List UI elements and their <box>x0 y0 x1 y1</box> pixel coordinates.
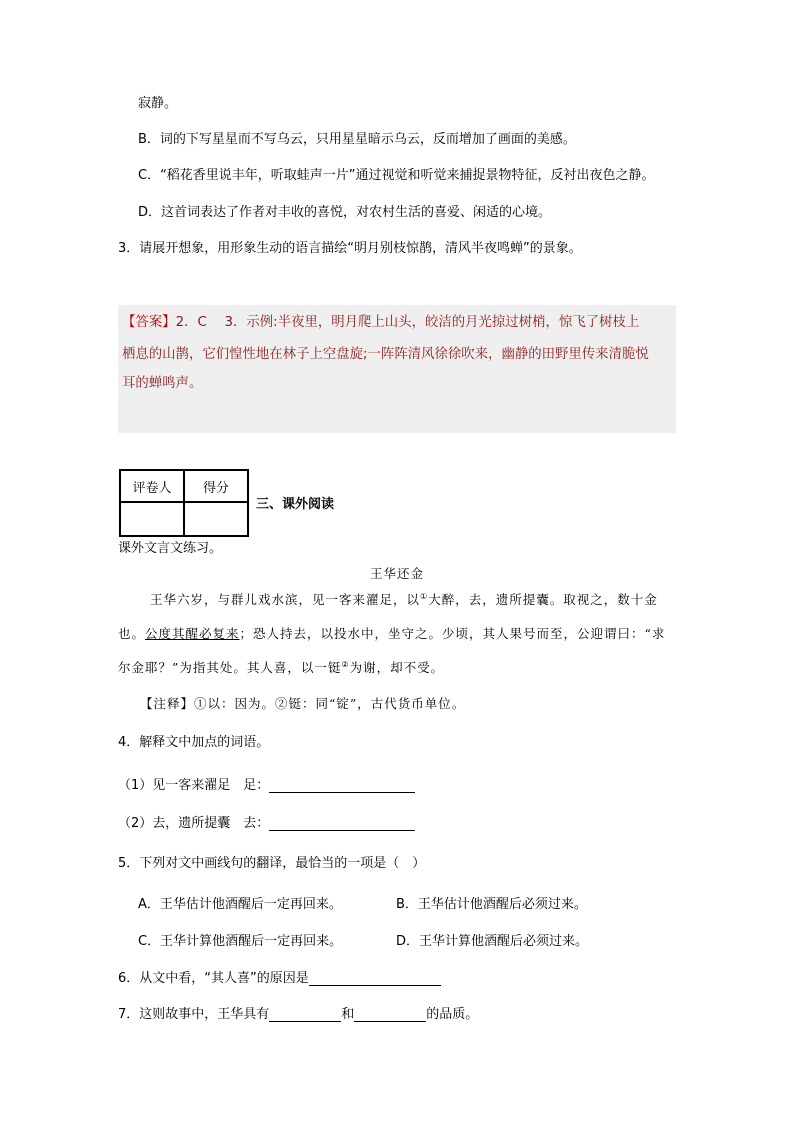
question-4-stem: 4．解释文中加点的词语。 <box>118 735 270 750</box>
q5-option-c[interactable]: C．王华计算他酒醒后一定再回来。 <box>138 934 343 949</box>
question-5-stem: 5．下列对文中画线句的翻译，最恰当的一项是（ ） <box>118 856 426 871</box>
q5-option-b[interactable]: B．王华估计他酒醒后必须过来。 <box>396 897 587 912</box>
q4-item2-text: （2）去，遗所提囊 去： <box>118 816 270 831</box>
grader-header: 评卷人 <box>120 470 184 502</box>
q2-option-a-tail: 寂静。 <box>138 96 178 111</box>
article-paragraph-3 <box>118 658 444 676</box>
q4-item1-blank[interactable] <box>269 778 415 793</box>
answer-line-3: 耳的蝉鸣声。 <box>122 376 203 391</box>
article-p1-a: 王华六岁，与群儿戏水滨，见一客来濯足，以 <box>150 592 421 607</box>
q6-text: 6．从文中看，“其人喜”的原因是 <box>118 971 309 986</box>
score-header: 得分 <box>184 470 248 502</box>
q7-post: 的品质。 <box>426 1007 479 1022</box>
q7-blank-2[interactable] <box>354 1007 426 1022</box>
answer-tag: 【答案】 <box>122 315 176 330</box>
q5-option-d[interactable]: D．王华计算他酒醒后必须过来。 <box>396 934 589 949</box>
question-7 <box>118 1003 478 1022</box>
score-table <box>119 469 249 537</box>
article-paragraph-2 <box>118 624 665 642</box>
note-mark-2: ② <box>341 659 350 669</box>
note-mark-1: ① <box>420 591 429 601</box>
question-4-item-1 <box>118 774 415 793</box>
answer-box <box>118 305 676 433</box>
question-3: 3．请展开想象，用形象生动的语言描绘“明月别枝惊鹊，清风半夜鸣蝉”的景象。 <box>118 241 582 256</box>
q4-item1-text: （1）见一客来濯足 足： <box>118 778 270 793</box>
article-p1-b: 大醉，去，遗所提囊。取视之，数十金 <box>428 592 658 607</box>
q5-option-a[interactable]: A．王华估计他酒醒后一定再回来。 <box>138 897 342 912</box>
question-4-item-2 <box>118 812 415 831</box>
answer-line-2: 栖息的山鹊，它们惶性地在林子上空盘旋;一阵阵清风徐徐吹来，幽静的田野里传来清脆悦 <box>122 347 649 362</box>
q4-item2-blank[interactable] <box>269 816 415 831</box>
q2-option-b: B．词的下写星星而不写乌云，只用星星暗示乌云，反而增加了画面的美感。 <box>138 132 576 147</box>
score-cell[interactable] <box>184 502 248 536</box>
grader-cell[interactable] <box>120 502 184 536</box>
article-p3-a: 尔金耶？”为指其处。其人喜，以一铤 <box>118 660 342 675</box>
underlined-sentence: 公度其醒必复来 <box>145 626 240 641</box>
section-intro: 课外文言文练习。 <box>118 541 223 556</box>
question-6 <box>118 967 441 986</box>
q2-option-d: D．这首词表达了作者对丰收的喜悦，对农村生活的喜爱、闲适的心境。 <box>138 205 552 220</box>
answer-line-1 <box>122 311 639 330</box>
article-paragraph-1 <box>150 590 658 608</box>
article-p2-post: ；恐人持去，以投水中，坐守之。少顷，其人果号而至，公迎谓曰：“求 <box>239 626 666 641</box>
answer-line-1-text: 2．C 3．示例:半夜里，明月爬上山头，皎洁的月光掠过树梢，惊飞了树枝上 <box>175 315 640 330</box>
q2-option-c: C．“稻花香里说丰年，听取蛙声一片”通过视觉和听觉来捕捉景物特征，反衬出夜色之静。 <box>138 168 655 183</box>
q7-pre: 7．这则故事中，王华具有 <box>118 1007 270 1022</box>
section-title: 三、课外阅读 <box>256 497 335 512</box>
q6-blank[interactable] <box>309 971 441 986</box>
article-p2-pre: 也。 <box>118 626 146 641</box>
article-notes: 【注释】①以：因为。②铤：同“锭”，古代货币单位。 <box>140 696 466 711</box>
article-p3-b: 为谢，却不受。 <box>349 660 445 675</box>
q7-mid: 和 <box>341 1007 355 1022</box>
article-title: 王华还金 <box>370 566 425 581</box>
q7-blank-1[interactable] <box>269 1007 341 1022</box>
